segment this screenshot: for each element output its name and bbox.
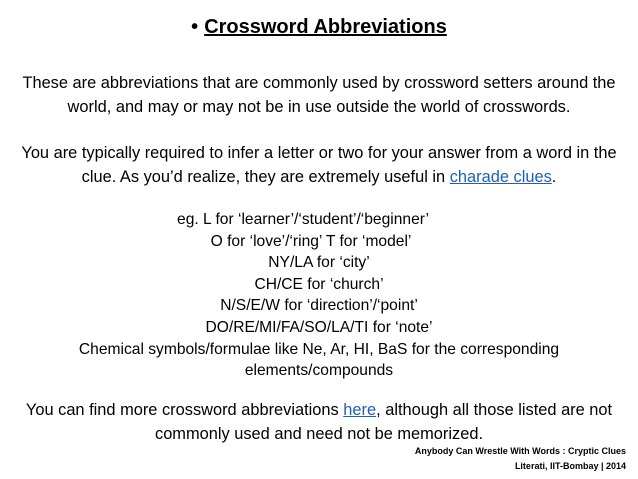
footer-line-2: Literati, IIT-Bombay | 2014: [514, 461, 626, 471]
example-line: DO/RE/MI/FA/SO/LA/TI for ‘note’: [205, 318, 433, 336]
here-link[interactable]: here: [343, 401, 377, 419]
footer-line-1: Anybody Can Wrestle With Words : Cryptic Clues: [414, 446, 626, 456]
usage-text-after: .: [551, 168, 557, 186]
title-text: Crossword Abbreviations: [204, 16, 447, 38]
example-line: elements/compounds: [244, 362, 394, 380]
example-line: N/S/E/W for ‘direction’/‘point’: [220, 297, 418, 315]
slide-title: [0, 16, 638, 39]
example-line: eg. L for ‘learner’/‘student’/‘beginner’: [177, 211, 429, 228]
intro-paragraph: These are abbreviations that are commonly used by crossword setters around the world, and may or may not be in use outside the world of crosswords.: [22, 74, 616, 116]
example-line: CH/CE for ‘church’: [254, 275, 384, 293]
more-text-before: You can find more crossword abbreviations: [25, 401, 344, 419]
example-line: Chemical symbols/formulae like Ne, Ar, HI, BaS for the corresponding: [78, 340, 560, 358]
more-text-after: , although all those listed are not commonly used and need not be memorized.: [155, 401, 613, 443]
usage-paragraph: [8, 141, 630, 189]
example-line: O for ‘love’/‘ring’ T for ‘model’: [210, 232, 412, 250]
slide-footer: [415, 444, 626, 474]
more-abbreviations-paragraph: [8, 398, 630, 446]
examples-list: [8, 209, 630, 382]
title-bullet: •: [191, 16, 199, 38]
usage-text-before: You are typically required to infer a letter or two for your answer from a word in the clue. As you’d realize, they are extremely useful in: [21, 144, 617, 186]
example-line: NY/LA for ‘city’: [268, 254, 370, 272]
charade-clues-link[interactable]: charade clues: [449, 168, 552, 186]
